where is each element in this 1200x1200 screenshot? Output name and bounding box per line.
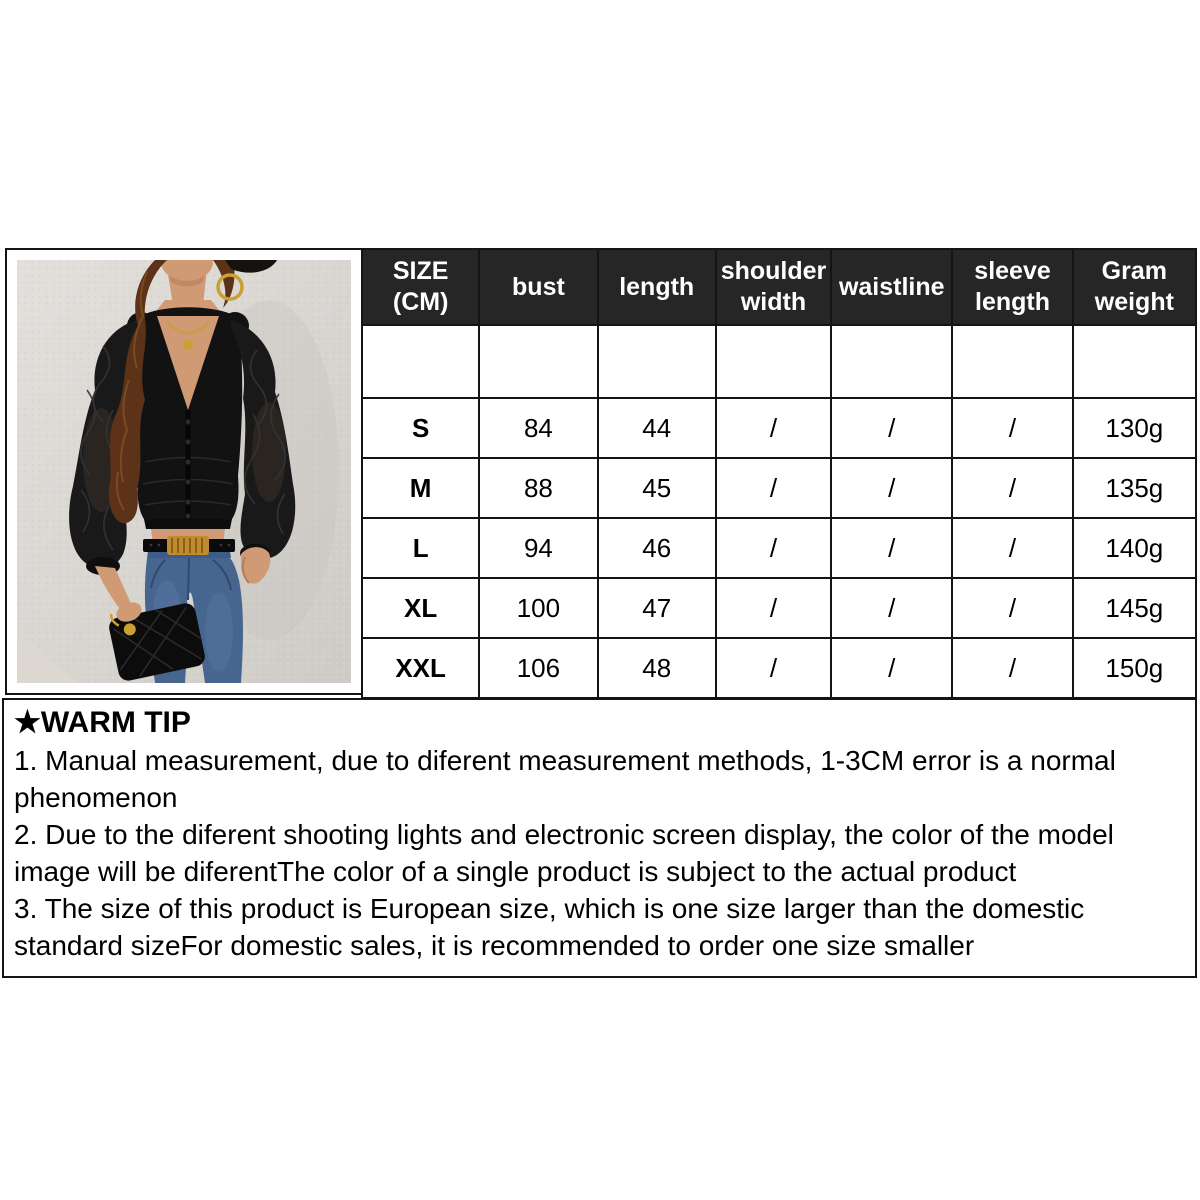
warm-tip-note-1: 1. Manual measurement, due to diferent measurement methods, 1-3CM error is a normal phenomenon xyxy=(14,745,1116,813)
size-label: M xyxy=(362,458,479,518)
warm-tip-box xyxy=(2,698,1197,978)
table-row-l xyxy=(362,518,1196,578)
product-photo xyxy=(5,248,363,695)
waistline-value: / xyxy=(831,458,952,518)
product-photo-image xyxy=(17,260,351,683)
shoulder-value: / xyxy=(716,638,831,698)
sleeve-value: / xyxy=(952,398,1072,458)
size-label: XL xyxy=(362,578,479,638)
length-value: 46 xyxy=(598,518,716,578)
waistline-value: / xyxy=(831,638,952,698)
waistline-value: / xyxy=(831,398,952,458)
bust-value: 106 xyxy=(479,638,597,698)
table-row-s xyxy=(362,398,1196,458)
size-label: L xyxy=(362,518,479,578)
size-label: XXL xyxy=(362,638,479,698)
shoulder-value: / xyxy=(716,578,831,638)
bust-value: 94 xyxy=(479,518,597,578)
size-label: S xyxy=(362,398,479,458)
col-header-shoulder-width: shoulder width xyxy=(716,249,831,325)
sleeve-value: / xyxy=(952,518,1072,578)
bust-value: 88 xyxy=(479,458,597,518)
bust-value: 84 xyxy=(479,398,597,458)
weight-value: 135g xyxy=(1073,458,1196,518)
warm-tip-title: ★WARM TIP xyxy=(14,706,191,739)
weight-value: 130g xyxy=(1073,398,1196,458)
col-header-gram-weight: Gram weight xyxy=(1073,249,1196,325)
warm-tip-note-3: 3. The size of this product is European size, which is one size larger than the domestic standard sizeFor domestic sales, it is recommended to order one size smaller xyxy=(14,893,1085,961)
weight-value: 145g xyxy=(1073,578,1196,638)
table-row-xxl xyxy=(362,638,1196,698)
col-header-sleeve-length: sleeve length xyxy=(952,249,1072,325)
size-table xyxy=(361,248,1197,699)
bust-value: 100 xyxy=(479,578,597,638)
warm-tip-note-2: 2. Due to the diferent shooting lights and electronic screen display, the color of the model image will be diferentThe color of a single product is subject to the actual product xyxy=(14,819,1114,887)
length-value: 47 xyxy=(598,578,716,638)
col-header-waistline: waistline xyxy=(831,249,952,325)
sleeve-value: / xyxy=(952,638,1072,698)
weight-value: 140g xyxy=(1073,518,1196,578)
size-table-header-row xyxy=(362,249,1196,325)
table-row-xl xyxy=(362,578,1196,638)
shoulder-value: / xyxy=(716,518,831,578)
weight-value: 150g xyxy=(1073,638,1196,698)
length-value: 48 xyxy=(598,638,716,698)
col-header-bust: bust xyxy=(479,249,597,325)
table-row-m xyxy=(362,458,1196,518)
waistline-value: / xyxy=(831,518,952,578)
shoulder-value: / xyxy=(716,398,831,458)
col-header-length: length xyxy=(598,249,716,325)
length-value: 45 xyxy=(598,458,716,518)
shoulder-value: / xyxy=(716,458,831,518)
sleeve-value: / xyxy=(952,458,1072,518)
length-value: 44 xyxy=(598,398,716,458)
sleeve-value: / xyxy=(952,578,1072,638)
col-header-size: SIZE (CM) xyxy=(362,249,479,325)
waistline-value: / xyxy=(831,578,952,638)
spacer-row xyxy=(362,325,1196,398)
